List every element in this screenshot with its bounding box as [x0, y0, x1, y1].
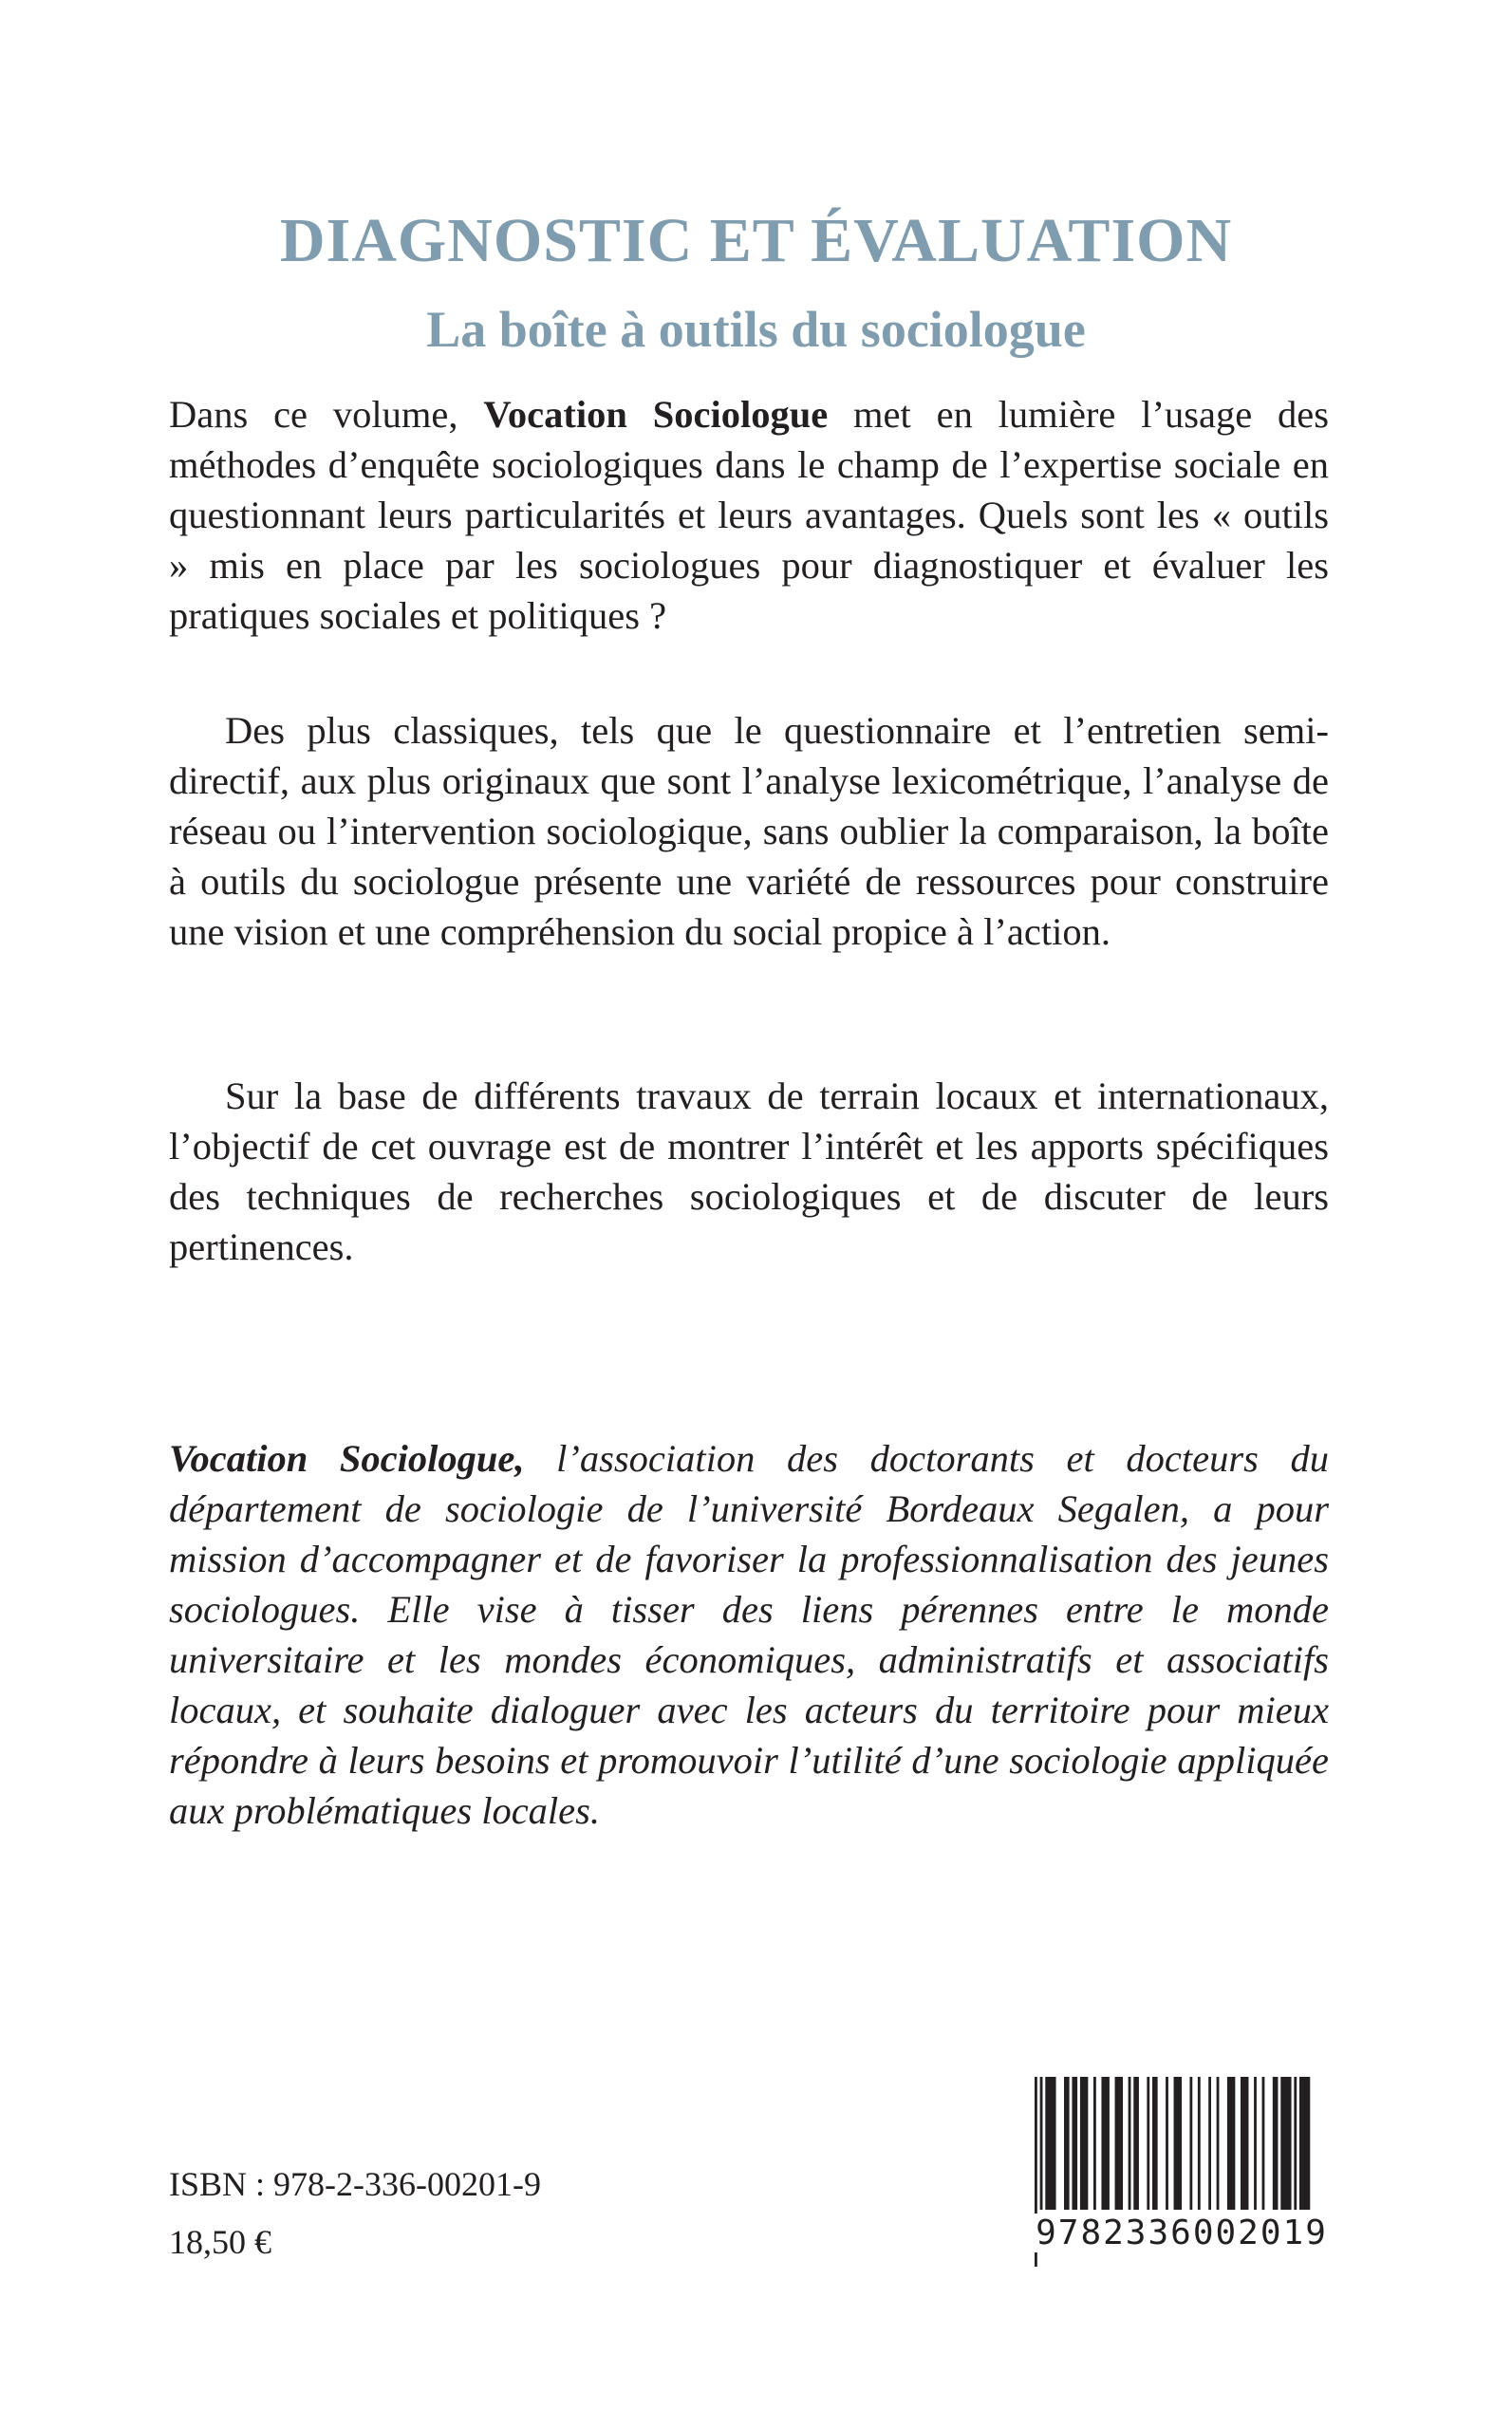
barcode-bar	[1080, 2077, 1088, 2210]
summary-paragraph-2: Des plus classiques, tels que le questionnaire et l’entretien semi-directif, aux plus originaux que sont l’analyse lexicométrique, l’analyse de réseau ou l’intervention sociologique, sans oublier la comparaison, la boîte à outils du sociologue présente une variété de ressources pour construire une vision et une compréhension du social propice à l’action.	[169, 709, 1329, 953]
barcode-bar	[1072, 2077, 1077, 2210]
barcode-digits: 9782336002019	[1025, 2214, 1338, 2252]
barcode-bar	[1152, 2077, 1158, 2210]
barcode-bar	[1189, 2077, 1192, 2210]
paragraph-1-lead: Dans ce volume,	[169, 393, 484, 436]
about-association	[169, 1433, 1329, 1836]
barcode-bar	[1294, 2077, 1297, 2210]
about-association-name: Vocation Sociologue,	[169, 1437, 525, 1480]
barcode-bar	[1198, 2077, 1201, 2210]
barcode-bar	[1064, 2077, 1070, 2210]
barcode-bar	[1208, 2077, 1211, 2210]
barcode-bar	[1262, 2077, 1265, 2210]
barcode-bar	[1115, 2077, 1123, 2210]
paragraph-1-rest: met en lumière l’usage des méthodes d’enquête sociologiques dans le champ de l’expertise sociale en questionnant leurs particularités et leurs avantages. Quels sont les « outils » mis en place par les sociologues pour diagnostiquer et évaluer les pratiques sociales et politiques ?	[169, 393, 1330, 637]
barcode-bar	[1129, 2077, 1131, 2210]
barcode-bar	[1227, 2077, 1235, 2210]
book-title: DIAGNOSTIC ET ÉVALUATION	[279, 206, 1233, 275]
barcode-bar	[1147, 2077, 1149, 2210]
barcode-bar	[1254, 2077, 1257, 2210]
barcode-bar	[1133, 2077, 1139, 2210]
barcode-bar	[1166, 2077, 1168, 2210]
barcode-bar	[1174, 2077, 1182, 2210]
barcode-bar	[1040, 2077, 1043, 2210]
barcode-bar	[1093, 2077, 1096, 2210]
barcode-bar	[1101, 2077, 1109, 2210]
price: 18,50 €	[169, 2223, 271, 2261]
about-association-text: l’association des doctorants et docteurs du département de sociologie de l’université Bordeaux Segalen, a pour mission d’accompagner et de favoriser la professionnalisation des jeunes sociologues. Elle vise à tisser des liens pérennes entre le monde universitaire et les mondes économiques, administratifs et associatifs locaux, et souhaite dialoguer avec les acteurs du territoire pour mieux répondre à leurs besoins et promouvoir l’utilité d’une sociologie appliquée aux problématiques locales.	[169, 1437, 1329, 1832]
isbn: ISBN : 978-2-336-00201-9	[169, 2165, 541, 2203]
barcode-bar	[1299, 2077, 1310, 2210]
association-name: Vocation Sociologue	[483, 393, 829, 436]
barcode-bar	[1045, 2077, 1055, 2210]
barcode-bar	[1241, 2077, 1248, 2210]
barcode-bar	[1273, 2077, 1279, 2210]
barcode-bar	[1217, 2077, 1220, 2210]
summary-paragraph-3: Sur la base de différents travaux de terrain locaux et internationaux, l’objectif de cet ouvrage est de montrer l’intérêt et les apports spécifiques des techniques de recherches sociologiques et de discuter de leurs pertinences.	[169, 1074, 1329, 1268]
book-subtitle: La boîte à outils du sociologue	[426, 301, 1086, 358]
barcode-bar	[1280, 2077, 1291, 2210]
summary-paragraph-1	[169, 389, 1329, 641]
